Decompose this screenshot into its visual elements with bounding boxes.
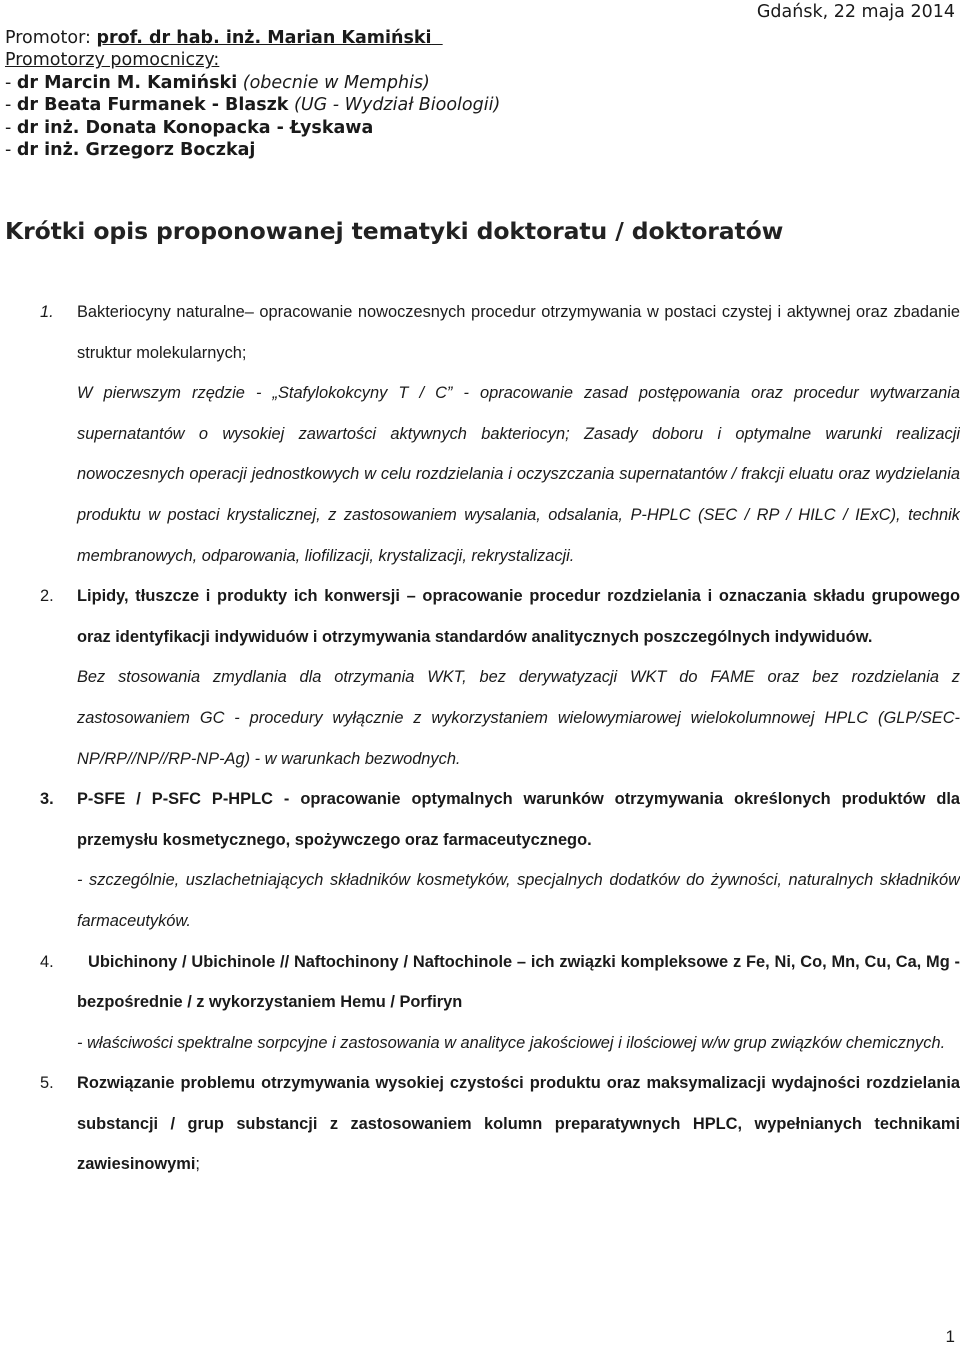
- topic-item: [0, 942, 960, 1064]
- topic-item: [0, 576, 960, 779]
- document-date: Gdańsk, 22 maja 2014: [756, 2, 955, 22]
- assistant-name: dr inż. Donata Konopacka - Łyskawa: [16, 117, 374, 138]
- topic-heading: Ubichinony / Ubichinole // Naftochinony / Naftochinole – ich związki kompleksowe z Fe, Ni, Co, Mn, Cu, Ca, Mg - bezpośrednie / z wykorzystaniem Hemu / Porfiryn: [77, 952, 960, 1012]
- promotor-name: prof. dr hab. inż. Marian Kamiński: [96, 28, 432, 48]
- assistant-line: - dr inż. Donata Konopacka - Łyskawa: [5, 117, 374, 138]
- topic-body: - szczególnie, uszlachetniających składników kosmetyków, specjalnych dodatków do żywności, naturalnych składników farmaceutyków.: [77, 871, 960, 930]
- promotor-line: [5, 27, 500, 49]
- assistants-label: Promotorzy pomocniczy:: [5, 50, 220, 71]
- topic-body: Bez stosowania zmydlania dla otrzymania WKT, bez derywatyzacji WKT do FAME oraz bez rozdzielania z zastosowaniem GC - procedury wyłącznie z wykorzystaniem wielowymiarowej wielokolumnowej HPLC (GLP/SEC-NP/RP//NP//RP-NP-Ag) - w warunkach bezwodnych.: [77, 668, 960, 768]
- topic-number: 2.: [40, 587, 54, 606]
- assistant-name: dr Beata Furmanek - Blaszk: [16, 95, 289, 116]
- assistant-note: (UG - Wydział Bioologii): [288, 95, 501, 116]
- topic-number: 5.: [40, 1074, 54, 1093]
- supervisors-block: [5, 27, 500, 161]
- assistant-name: dr inż. Grzegorz Boczkaj: [16, 140, 256, 161]
- topic-number: 4.: [40, 952, 54, 971]
- topic-heading: Lipidy, tłuszcze i produkty ich konwersji – opracowanie procedur rozdzielania i oznaczania składu grupowego oraz identyfikacji indywiduów i otrzymywania standardów analitycznych poszczególnych indywiduów.: [77, 587, 960, 646]
- topic-number: 3.: [40, 790, 54, 809]
- page-number: 1: [945, 1327, 955, 1346]
- topic-item: [0, 1063, 960, 1185]
- topic-item: [0, 292, 960, 576]
- assistant-note: (obecnie w Memphis): [237, 72, 430, 93]
- assistant-name: dr Marcin M. Kamiński: [16, 72, 238, 93]
- topic-body: - właściwości spektralne sorpcyjne i zastosowania w analityce jakościowej i ilościowej w/w grup związków chemicznych.: [77, 1033, 946, 1052]
- promotor-label: Promotor:: [5, 28, 91, 48]
- section-title: Krótki opis proponowanej tematyki doktoratu / doktoratów: [5, 217, 784, 245]
- topics-list: [0, 292, 960, 1185]
- assistant-line: - dr inż. Grzegorz Boczkaj: [5, 140, 256, 161]
- topic-heading-tail: ;: [195, 1155, 200, 1174]
- topic-heading: [77, 1063, 960, 1185]
- topic-heading-text: Rozwiązanie problemu otrzymywania wysokiej czystości produktu oraz maksymalizacji wydajności rozdzielania substancji / grup substancji z zastosowaniem kolumn preparatywnych HPLC, wypełnianych technikami zawiesinowymi: [77, 1074, 960, 1174]
- assistant-line: - dr Marcin M. Kamiński (obecnie w Memphis): [5, 72, 430, 93]
- topic-number: 1.: [40, 303, 54, 321]
- topic-body: W pierwszym rzędzie - „Stafylokokcyny T / C” - opracowanie zasad postępowania oraz procedur wytwarzania supernatantów o wysokiej zawartości aktywnych bakteriocyn; Zasady doboru i optymalne warunki realizacji nowoczesnych operacji jednostkowych w celu rozdzielania i oczyszczania supernatantów / frakcji eluatu oraz wydzielania produktu w postaci krystalicznej, z zastosowaniem wysalania, odsalania, P-HPLC (SEC / RP / HILC / IExC), technik membranowych, odparowania, liofilizacji, krystalizacji, rekrystalizacji.: [77, 384, 960, 565]
- topic-heading: P-SFE / P-SFC P-HPLC - opracowanie optymalnych warunków otrzymywania określonych produktów dla przemysłu kosmetycznego, spożywczego oraz farmaceutycznego.: [77, 790, 960, 849]
- topic-heading: Bakteriocyny naturalne– opracowanie nowoczesnych procedur otrzymywania w postaci czystej i aktywnej oraz zbadanie struktur molekularnych;: [77, 303, 960, 362]
- assistant-line: - dr Beata Furmanek - Blaszk (UG - Wydział Bioologii): [5, 95, 501, 116]
- topic-item: [0, 779, 960, 941]
